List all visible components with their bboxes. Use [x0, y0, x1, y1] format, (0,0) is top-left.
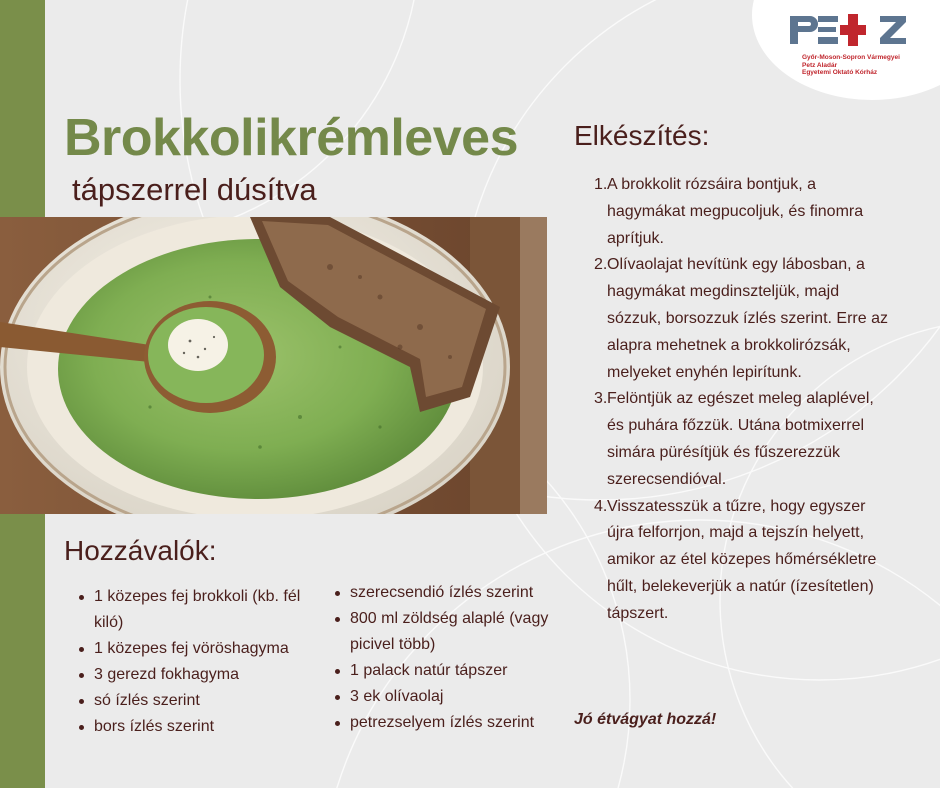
step-item: [594, 172, 894, 252]
list-item: 1 közepes fej vöröshagyma: [66, 636, 316, 662]
step-text: Felöntjük az egészet meleg alaplével, és puhára főzzük. Utána botmixerrel simára pürésítjük és fűszerezzük szerecsendióval.: [607, 390, 874, 488]
list-item: só ízlés szerint: [66, 688, 316, 714]
list-item: petrezselyem ízlés szerint: [322, 710, 582, 736]
closing-wish: Jó étvágyat hozzá!: [574, 711, 717, 728]
recipe-title: Brokkolikrémleves: [64, 109, 518, 167]
step-number: 4.: [594, 497, 608, 515]
step-number: 2.: [594, 256, 608, 274]
list-item: szerecsendió ízlés szerint: [322, 580, 582, 606]
logo-line-2: Petz Aladár: [802, 61, 838, 69]
preparation-steps: [594, 172, 894, 628]
soup-bowl-photo: [0, 217, 547, 514]
list-item: 1 közepes fej brokkoli (kb. fél kiló): [66, 584, 316, 636]
step-text: Olívaolajat hevítünk egy lábosban, a hagymákat megdinszteljük, majd sózzuk, borsozzuk ízlés szerint. Erre az alapra mehetnek a brokkolirózsák, melyeket enyhén lepirítunk.: [607, 256, 888, 381]
list-item: 3 gerezd fokhagyma: [66, 662, 316, 688]
step-item: [594, 386, 894, 493]
ingredients-heading: Hozzávalók:: [64, 535, 217, 566]
step-item: [594, 494, 894, 628]
list-item: 800 ml zöldség alaplé (vagy picivel több): [322, 606, 582, 658]
ingredients-list-left: [66, 584, 316, 740]
logo-line-3: Egyetemi Oktató Kórház: [802, 69, 878, 76]
recipe-subtitle: tápszerrel dúsítva: [72, 172, 317, 207]
ingredients-list-right: [322, 580, 582, 736]
logo-line-1: Győr-Moson-Sopron Vármegyei: [802, 54, 900, 61]
list-item: 1 palack natúr tápszer: [322, 658, 582, 684]
step-number: 1.: [594, 176, 608, 193]
petz-logo-mark: [788, 12, 908, 48]
hospital-logo: [752, 0, 940, 104]
preparation-heading: Elkészítés:: [574, 120, 710, 151]
step-number: 3.: [594, 390, 608, 408]
step-text: Visszatesszük a tűzre, hogy egyszer újra felforrjon, majd a tejszín helyett, amikor az étel közepes hőmérsékletre hűlt, belekeverjük a natúr (ízesítetlen) tápszert.: [607, 497, 877, 622]
step-item: [594, 252, 894, 386]
logo-caption: [802, 54, 932, 77]
list-item: bors ízlés szerint: [66, 714, 316, 740]
list-item: 3 ek olívaolaj: [322, 684, 582, 710]
step-text: A brokkolit rózsáira bontjuk, a hagymákat megpucoljuk, és finomra aprítjuk.: [607, 176, 864, 247]
